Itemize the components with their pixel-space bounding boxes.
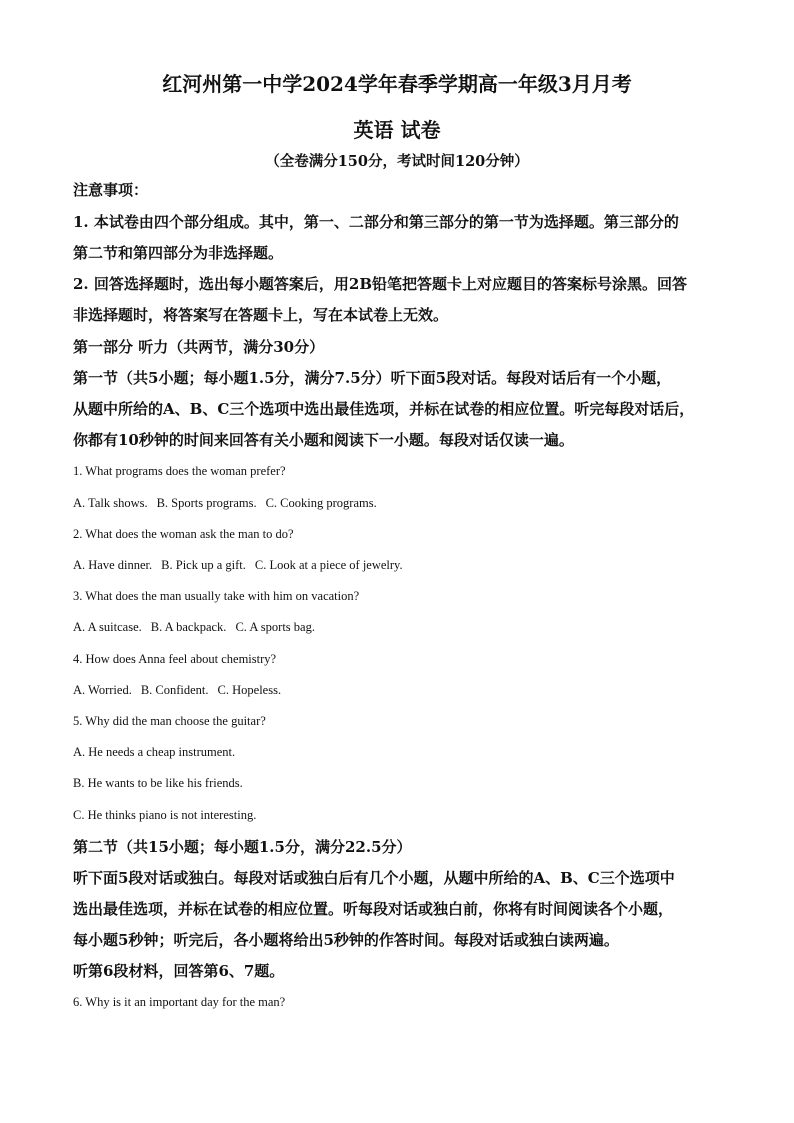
question-3-options <box>73 621 315 634</box>
notice-item2-line2: 非选择题时，将答案写在答题卡上，写在本试卷上无效。 <box>73 306 449 324</box>
section2-instructions-line2: 选出最佳选项，并标在试卷的相应位置。听每段对话或独白前，你将有时间阅读各个小题， <box>73 900 674 918</box>
question-2: 2. What does the woman ask the man to do? <box>73 527 294 541</box>
question-4-option-b: B. Confident. <box>140 683 209 697</box>
question-5-option-b: B. He wants to be like his friends. <box>73 776 243 790</box>
question-2-options <box>73 559 403 572</box>
notice-item2-line1: 2. 回答选择题时，选出每小题答案后，用2B铅笔把答题卡上对应题目的答案标号涂黑。回答 <box>73 275 688 293</box>
question-3-option-b: B. A backpack. <box>150 620 227 634</box>
section2-heading: 第二节（共15小题；每小题1.5分，满分22.5分） <box>73 838 412 856</box>
exam-subject: 英语 试卷 <box>353 118 441 142</box>
question-4-option-c: C. Hopeless. <box>217 683 282 697</box>
notice-item1-line1: 1. 本试卷由四个部分组成。其中，第一、二部分和第三部分的第一节为选择题。第三部分的 <box>73 213 679 231</box>
question-4-options <box>73 684 281 697</box>
question-5-option-a: A. He needs a cheap instrument. <box>73 745 236 759</box>
question-1-options <box>73 497 377 510</box>
question-5: 5. Why did the man choose the guitar? <box>73 714 266 728</box>
question-2-option-b: B. Pick up a gift. <box>161 558 246 572</box>
section1-instructions-line3: 你都有10秒钟的时间来回答有关小题和阅读下一小题。每段对话仅读一遍。 <box>73 431 574 449</box>
notice-item1-line2: 第二节和第四部分为非选择题。 <box>73 244 284 262</box>
section1-instructions-line1: 第一节（共5小题；每小题1.5分，满分7.5分）听下面5段对话。每段对话后有一个小题， <box>73 369 672 387</box>
question-5-option-c: C. He thinks piano is not interesting. <box>73 808 257 822</box>
section2-instructions-line3: 每小题5秒钟；听完后，各小题将给出5秒钟的作答时间。每段对话或独白读两遍。 <box>73 931 619 949</box>
question-3-option-c: C. A sports bag. <box>235 620 315 634</box>
question-4-option-a: A. Worried. <box>73 683 132 697</box>
notice-heading: 注意事项： <box>73 181 149 199</box>
question-4: 4. How does Anna feel about chemistry? <box>73 652 277 666</box>
question-2-option-a: A. Have dinner. <box>73 558 153 572</box>
question-3: 3. What does the man usually take with him on vacation? <box>73 589 360 603</box>
question-6: 6. Why is it an important day for the man? <box>73 995 286 1009</box>
question-3-option-a: A. A suitcase. <box>73 620 142 634</box>
section1-instructions-line2: 从题中所给的A、B、C三个选项中选出最佳选项，并标在试卷的相应位置。听完每段对话后， <box>73 400 695 418</box>
section2-instructions-line1: 听下面5段对话或独白。每段对话或独白后有几个小题，从题中所给的A、B、C三个选项中 <box>73 869 675 887</box>
exam-title: 红河州第一中学2024学年春季学期高一年级3月月考 <box>162 72 632 96</box>
question-1: 1. What programs does the woman prefer? <box>73 464 286 478</box>
question-1-option-c: C. Cooking programs. <box>265 496 377 510</box>
part1-heading: 第一部分 听力（共两节，满分30分） <box>73 338 325 356</box>
exam-score-time-note: （全卷满分150分，考试时间120分钟） <box>265 153 529 170</box>
question-2-option-c: C. Look at a piece of jewelry. <box>254 558 403 572</box>
question-1-option-b: B. Sports programs. <box>156 496 257 510</box>
material-6-heading: 听第6段材料，回答第6、7题。 <box>73 962 285 980</box>
question-1-option-a: A. Talk shows. <box>73 496 148 510</box>
